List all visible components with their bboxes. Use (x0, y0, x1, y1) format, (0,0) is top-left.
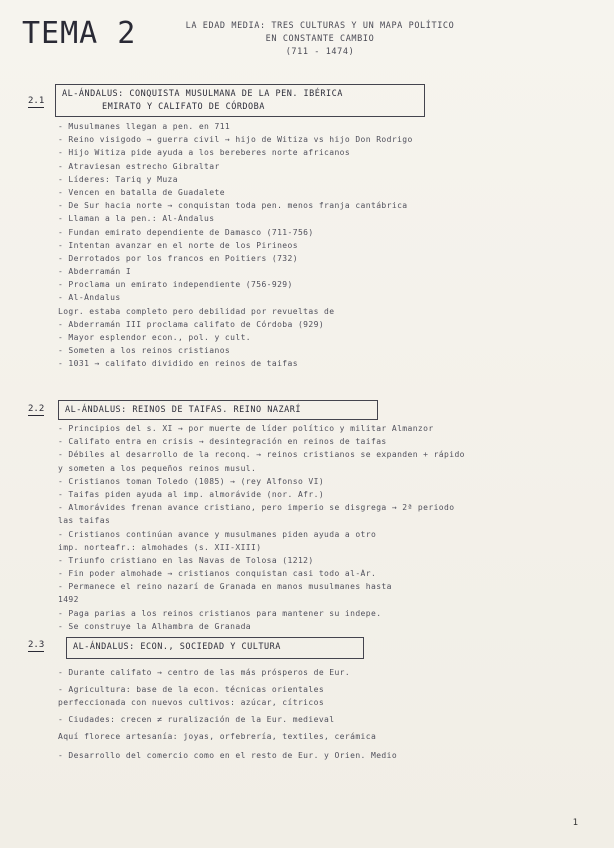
note-line: - Llaman a la pen.: Al-Ándalus (58, 214, 215, 224)
note-line: Logr. estaba completo pero debilidad por revueltas de (58, 306, 335, 316)
note-line: - Desarrollo del comercio como en el resto de Eur. y Orien. Medio (58, 751, 398, 760)
subtitle-dates: (711 - 1474) (285, 47, 355, 57)
tema-title: TEMA 2 (22, 16, 137, 51)
subtitle-line-1: LA EDAD MEDIA: TRES CULTURAS Y UN MAPA POLÍTICO (185, 21, 455, 31)
section-heading-box (66, 637, 364, 659)
note-line: las taifas (58, 516, 111, 526)
note-line: imp. norteafr.: almohades (s. XII-XIII) (58, 542, 262, 552)
note-line: - Ciudades: crecen ≠ ruralización de la Eur. medieval (58, 715, 335, 724)
section-heading-box (58, 400, 378, 420)
note-line: - Fundan emirato dependiente de Damasco (711-756) (58, 227, 314, 237)
section-heading-box (55, 84, 425, 117)
note-line: y someten a los pequeños reinos musul. (58, 463, 257, 473)
note-line: - Cristianos toman Toledo (1085) → (rey Alfonso VI) (58, 476, 325, 486)
note-line: - Hijo Witiza pide ayuda a los bereberes norte africanos (58, 148, 351, 158)
note-line: - Abderramán I (58, 267, 132, 277)
section-number: 2.3 (28, 640, 45, 650)
section-number: 2.1 (28, 96, 45, 106)
note-line: - Al-Ándalus (58, 293, 121, 303)
note-line: - Débiles al desarrollo de la reconq. → reinos cristianos se expanden + rápido (58, 450, 465, 460)
section-lines (58, 668, 588, 766)
section-title: AL-ÁNDALUS: ECON., SOCIEDAD Y CULTURA (73, 642, 281, 652)
note-line: - Agricultura: base de la econ. técnicas orientales (58, 685, 325, 694)
note-line: - Cristianos continúan avance y musulmanes piden ayuda a otro (58, 529, 377, 539)
note-line: - Permanece el reino nazarí de Granada en manos musulmanes hasta (58, 582, 392, 592)
note-line: - Triunfo cristiano en las Navas de Tolosa (1212) (58, 555, 314, 565)
section-subtitle: EMIRATO Y CALIFATO DE CÓRDOBA (102, 102, 265, 112)
note-line: - Fin poder almohade → cristianos conquistan casi todo al-Ár. (58, 569, 377, 579)
subtitle-line-2: EN CONSTANTE CAMBIO (265, 34, 375, 44)
note-line: - Paga parias a los reinos cristianos para mantener su indepe. (58, 608, 382, 618)
note-line: - Musulmanes llegan a pen. en 711 (58, 122, 231, 131)
section-number: 2.2 (28, 404, 45, 414)
note-line: - Mayor esplendor econ., pol. y cult. (58, 333, 252, 342)
tema-subtitle (150, 20, 490, 59)
note-line: - Abderramán III proclama califato de Córdoba (929) (58, 319, 325, 329)
note-line: Aquí florece artesanía: joyas, orfebrería, textiles, cerámica (58, 732, 377, 741)
section-lines (58, 424, 588, 635)
note-line: 1492 (58, 595, 79, 605)
note-line: - Se construye la Alhambra de Granada (58, 621, 252, 631)
note-line: - Proclama un emirato independiente (756-929) (58, 280, 293, 290)
note-line: - Almorávides frenan avance cristiano, pero imperio se disgrega → 2ª periodo (58, 503, 455, 513)
note-line: - Intentan avanzar en el norte de los Pirineos (58, 240, 298, 250)
section-lines (58, 122, 598, 373)
note-line: - Atraviesan estrecho Gibraltar (58, 161, 220, 171)
note-line: perfeccionada con nuevos cultivos: azúcar, cítricos (58, 698, 325, 707)
note-line: - Vencen en batalla de Guadalete (58, 187, 225, 197)
note-line: - Líderes: Tariq y Muza (58, 174, 178, 184)
section-title: AL-ÁNDALUS: REINOS DE TAIFAS. REINO NAZARÍ (65, 405, 301, 415)
note-line: - De Sur hacia norte → conquistan toda pen. menos franja cantábrica (58, 201, 408, 211)
note-line: - 1031 → califato dividido en reinos de taifas (58, 359, 298, 369)
page-number: 1 (572, 818, 578, 828)
note-line: - Principios del s. XI → por muerte de líder político y militar Almanzor (58, 424, 434, 433)
note-line: - Califato entra en crisis → desintegración en reinos de taifas (58, 437, 387, 447)
note-line: - Reino visigodo → guerra civil → hijo de Witiza vs hijo Don Rodrigo (58, 135, 413, 145)
note-line: - Derrotados por los francos en Poitiers (732) (58, 253, 298, 263)
note-line: - Durante califato → centro de las más prósperos de Eur. (58, 668, 351, 677)
section-title: AL-ÁNDALUS: CONQUISTA MUSULMANA DE LA PEN. IBÉRICA (62, 89, 343, 99)
note-line: - Taifas piden ayuda al imp. almorávide (nor. Afr.) (58, 489, 325, 499)
note-line: - Someten a los reinos cristianos (58, 346, 231, 356)
